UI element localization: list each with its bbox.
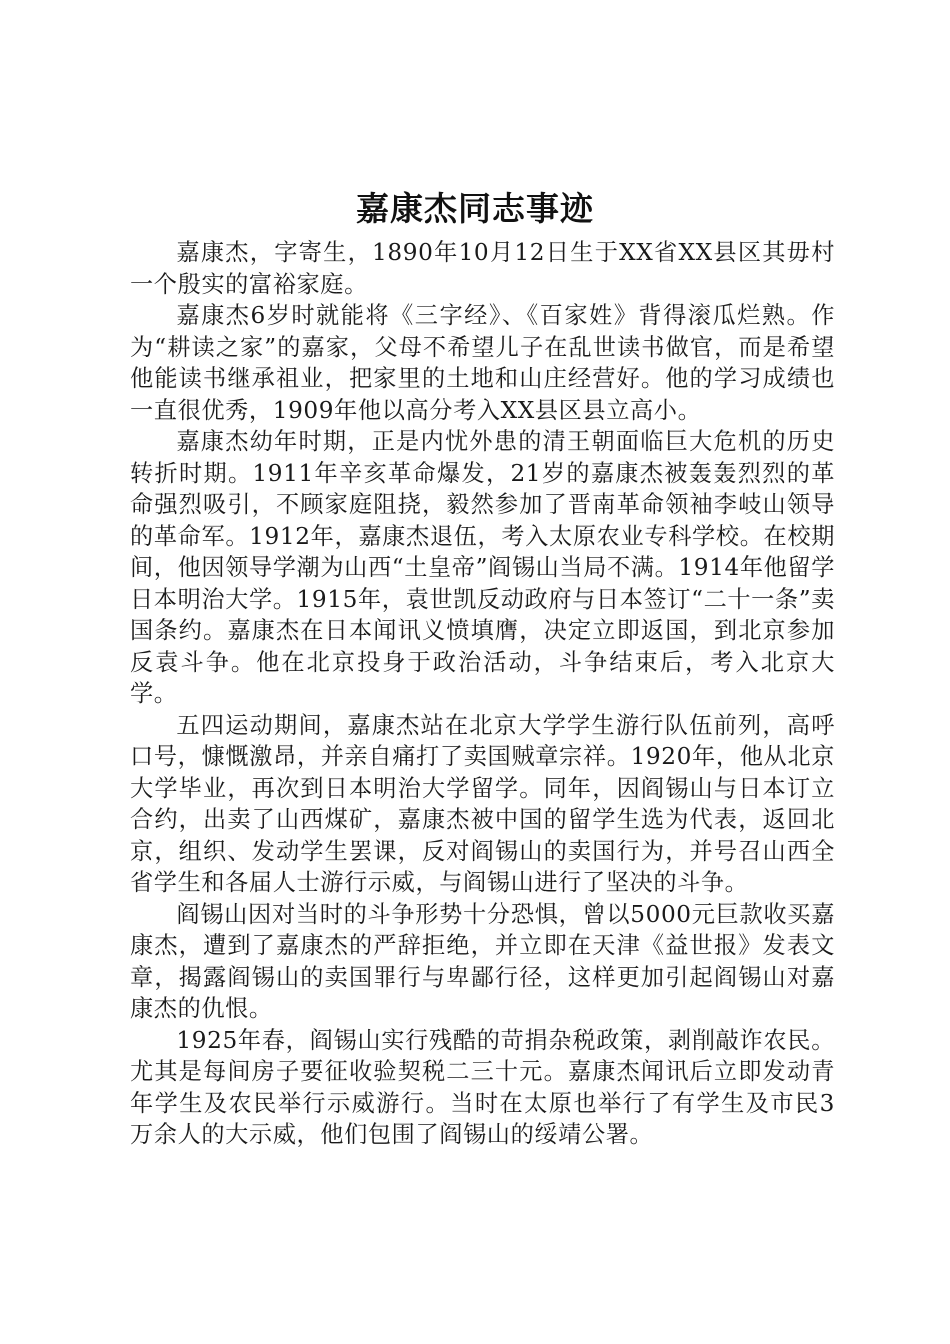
paragraph-1: 嘉康杰，字寄生，1890年10月12日生于XX省XX县区其毋村一个殷实的富裕家庭。 (130, 239, 835, 298)
paragraph-6: 1925年春，阎锡山实行残酷的苛捐杂税政策，剥削敲诈农民。尤其是每间房子要征收验契税二三十元。嘉康杰闻讯后立即发动青年学生及农民举行示威游行。当时在太原也举行了有学生及市民3万余人的大示威，他们包围了阎锡山的绥靖公署。 (130, 1026, 835, 1148)
paragraph-2: 嘉康杰6岁时就能将《三字经》、《百家姓》背得滚瓜烂熟。作为“耕读之家”的嘉家，父母不希望儿子在乱世读书做官，而是希望他能读书继承祖业，把家里的土地和山庄经营好。他的学习成绩也一直很优秀，1909年他以高分考入XX县区县立高小。 (130, 302, 835, 424)
paragraph-4: 五四运动期间，嘉康杰站在北京大学学生游行队伍前列，高呼口号，慷慨激昂，并亲自痛打了卖国贼章宗祥。1920年，他从北京大学毕业，再次到日本明治大学留学。同年，因阎锡山与日本订立合约，出卖了山西煤矿，嘉康杰被中国的留学生选为代表，返回北京，组织、发动学生罢课，反对阎锡山的卖国行为，并号召山西全省学生和各届人士游行示威，与阎锡山进行了坚决的斗争。 (130, 711, 835, 896)
paragraph-3: 嘉康杰幼年时期，正是内忧外患的清王朝面临巨大危机的历史转折时期。1911年辛亥革命爆发，21岁的嘉康杰被轰轰烈烈的革命强烈吸引，不顾家庭阻挠，毅然参加了晋南革命领袖李岐山领导的革命军。1912年，嘉康杰退伍，考入太原农业专科学校。在校期间，他因领导学潮为山西“土皇帝”阎锡山当局不满。1914年他留学日本明治大学。1915年，袁世凯反动政府与日本签订“二十一条”卖国条约。嘉康杰在日本闻讯义愤填膺，决定立即返国，到北京参加反袁斗争。他在北京投身于政治活动，斗争结束后，考入北京大学。 (130, 428, 835, 707)
document-title: 嘉康杰同志事迹 (356, 189, 594, 228)
paragraph-5: 阎锡山因对当时的斗争形势十分恐惧，曾以5000元巨款收买嘉康杰，遭到了嘉康杰的严辞拒绝，并立即在天津《益世报》发表文章，揭露阎锡山的卖国罪行与卑鄙行径，这样更加引起阎锡山对嘉康杰的仇恨。 (130, 900, 835, 1022)
document-body (130, 237, 835, 1151)
